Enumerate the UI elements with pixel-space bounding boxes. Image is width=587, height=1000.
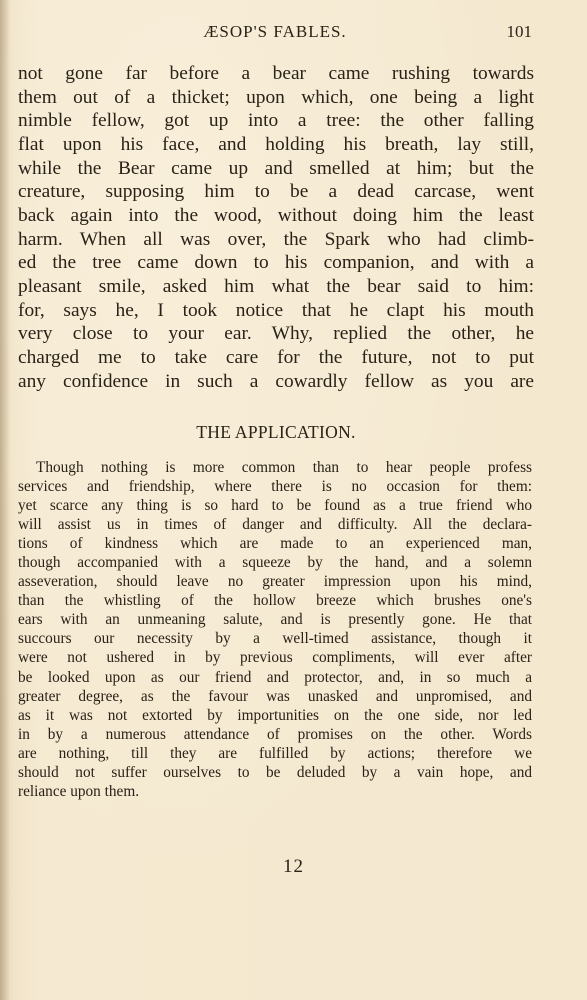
application-line-12: be looked upon as our friend and protector, and, in so much a [18, 668, 532, 686]
fable-line-13: charged me to take care for the future, not to put [18, 346, 534, 368]
fable-text [18, 62, 534, 393]
fable-line-7: back again into the wood, without doing him the least [18, 204, 534, 226]
application-line-6: though accompanied with a squeeze by the hand, and a solemn [18, 554, 532, 572]
application-line-18: reliance upon them. [18, 782, 140, 800]
fable-line-11: for, says he, I took notice that he clapt his mouth [18, 299, 534, 321]
fable-line-8: harm. When all was over, the Spark who had climb- [18, 228, 534, 250]
application-line-10: succours our necessity by a well-timed assistance, though it [18, 630, 532, 648]
application-text [18, 458, 532, 801]
spine-shadow [0, 0, 10, 1000]
fable-line-10: pleasant smile, asked him what the bear said to him: [18, 275, 534, 297]
application-line-3: yet scarce any thing is so hard to be found as a true friend who [18, 497, 532, 515]
fable-line-2: them out of a thicket; upon which, one being a light [18, 86, 534, 108]
running-title: ÆSOP'S FABLES. [203, 22, 347, 41]
application-line-2: services and friendship, where there is no occasion for them: [18, 478, 532, 496]
application-line-4: will assist us in times of danger and difficulty. All the declara- [18, 516, 532, 534]
application-line-5: tions of kindness which are made to an experienced man, [18, 535, 532, 553]
fable-line-6: creature, supposing him to be a dead carcase, went [18, 181, 534, 203]
application-heading: THE APPLICATION. [196, 422, 356, 442]
running-head [18, 22, 532, 46]
signature-mark: 12 [283, 856, 304, 877]
application-line-11: were not ushered in by previous compliments, will ever after [18, 649, 532, 667]
page-number: 101 [506, 22, 532, 41]
application-line-9: ears with an unmeaning salute, and is presently gone. He that [18, 611, 532, 629]
application-line-1: Though nothing is more common than to hear people profess [36, 459, 532, 476]
fable-line-9: ed the tree came down to his companion, and with a [18, 252, 534, 274]
fable-line-14: any confidence in such a cowardly fellow as you are [18, 370, 534, 392]
fable-line-5: while the Bear came up and smelled at him; but the [18, 157, 534, 179]
fable-line-12: very close to your ear. Why, replied the other, he [18, 323, 534, 345]
application-line-17: should not suffer ourselves to be deluded by a vain hope, and [18, 763, 532, 781]
application-line-14: as it was not extorted by importunities on the one side, nor led [18, 706, 532, 724]
fable-line-1: not gone far before a bear came rushing towards [18, 63, 534, 84]
application-line-15: in by a numerous attendance of promises on the other. Words [18, 725, 532, 743]
application-line-16: are nothing, till they are fulfilled by actions; therefore we [18, 744, 532, 762]
application-line-7: asseveration, should leave no greater impression upon his mind, [18, 573, 532, 591]
application-line-13: greater degree, as the favour was unasked and unpromised, and [18, 687, 532, 705]
fable-line-4: flat upon his face, and holding his breath, lay still, [18, 133, 534, 155]
application-line-8: than the whistling of the hollow breeze which brushes one's [18, 592, 532, 610]
fable-line-3: nimble fellow, got up into a tree: the other falling [18, 110, 534, 132]
